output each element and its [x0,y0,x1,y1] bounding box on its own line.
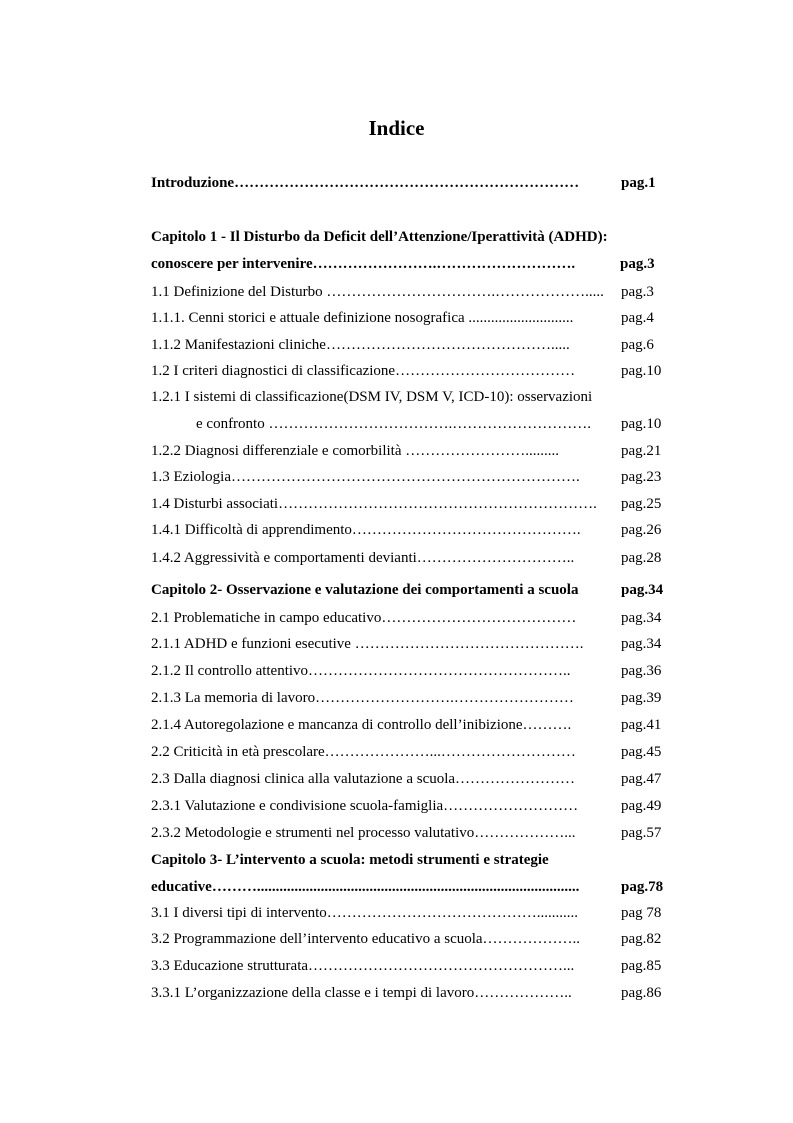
toc-page-number: pag.6 [621,337,654,353]
toc-page-number: pag.23 [621,469,662,485]
toc-entry: 1.1 Definizione del Disturbo …………………………….………………..... [151,284,604,300]
toc-page-number: pag.39 [621,690,662,706]
toc-page-number: pag.45 [621,744,662,760]
toc-entry: 1.2.2 Diagnosi differenziale e comorbilità ……………………......... [151,443,559,459]
toc-page-number: pag.57 [621,825,662,841]
toc-page-number: pag.3 [620,256,655,272]
toc-entry: 2.2 Criticità in età prescolare…………………...……………………… [151,744,576,760]
toc-entry: Capitolo 1 - Il Disturbo da Deficit dell’Attenzione/Iperattività (ADHD): [151,229,608,245]
toc-entry: 1.1.1. Cenni storici e attuale definizione nosografica ............................ [151,310,574,326]
toc-entry: 3.1 I diversi tipi di intervento……………………………………........... [151,905,579,921]
toc-page-number: pag.82 [621,931,662,947]
toc-page-number: pag.47 [621,771,662,787]
toc-page-number: pag.49 [621,798,662,814]
toc-entry: 2.3.2 Metodologie e strumenti nel processo valutativo………………... [151,825,576,841]
toc-entry: 1.4 Disturbi associati………………………………………………………. [151,496,597,512]
page-title: Indice [368,116,425,140]
toc-entry: 2.3.1 Valutazione e condivisione scuola-famiglia……………………… [151,798,579,814]
toc-entry: 2.1.3 La memoria di lavoro……………………….…………………… [151,690,574,706]
toc-page-number: pag.25 [621,496,662,512]
toc-page-number: pag.3 [621,284,654,300]
toc-page-number: pag.21 [621,443,662,459]
toc-page-number: pag.4 [621,310,654,326]
toc-page-number: pag.28 [621,550,662,566]
toc-page-number: pag.34 [621,582,664,598]
toc-page-number: pag 78 [621,905,662,921]
toc-page-number: pag.10 [621,363,662,379]
toc-page-number: pag.78 [621,879,664,895]
toc-entry: 1.4.2 Aggressività e comportamenti devianti………………………….. [151,550,575,566]
toc-page-number: pag.34 [621,636,662,652]
toc-entry: 2.3 Dalla diagnosi clinica alla valutazione a scuola…………………… [151,771,576,787]
toc-entry: 2.1.4 Autoregolazione e mancanza di controllo dell’inibizione………. [151,717,572,733]
toc-entry: e confronto ……………………………….………………………. [196,416,591,432]
toc-page-number: pag.1 [621,175,656,191]
toc-entry: 3.2 Programmazione dell’intervento educativo a scuola……………….. [151,931,581,947]
toc-page-number: pag.26 [621,522,662,538]
toc-page-number: pag.34 [621,610,662,626]
toc-entry: 2.1.1 ADHD e funzioni esecutive ………………………………………. [151,636,584,652]
toc-entry: educative………...................................................................................... [151,879,580,895]
toc-entry: Capitolo 3- L’intervento a scuola: metodi strumenti e strategie [151,852,549,868]
toc-page-number: pag.36 [621,663,662,679]
toc-entry: 2.1 Problematiche in campo educativo………………………………… [151,610,577,626]
toc-entry: 1.4.1 Difficoltà di apprendimento………………………………………. [151,522,581,538]
toc-page-number: pag.86 [621,985,662,1001]
toc-page-number: pag.41 [621,717,662,733]
toc-entry: 1.2.1 I sistemi di classificazione(DSM IV, DSM V, ICD-10): osservazioni [151,389,593,405]
toc-entry: 1.1.2 Manifestazioni cliniche………………………………………..... [151,337,570,353]
toc-page-number: pag.85 [621,958,662,974]
toc-entry: 1.2 I criteri diagnostici di classificazione……………………………… [151,363,576,379]
toc-entry: 2.1.2 Il controllo attentivo…………………………………………….. [151,663,571,679]
toc-entry: 1.3 Eziologia……………………………………………………………. [151,469,580,485]
toc-entry: 3.3 Educazione strutturata……………………………………………... [151,958,575,974]
toc-page-number: pag.10 [621,416,662,432]
toc-entry: 3.3.1 L’organizzazione della classe e i tempi di lavoro……………….. [151,985,572,1001]
toc-entry: Introduzione…………………………………………………………… [151,175,580,191]
toc-entry: conoscere per intervenire…………………….………………………. [151,256,576,272]
toc-entry: Capitolo 2- Osservazione e valutazione dei comportamenti a scuola [151,582,579,598]
